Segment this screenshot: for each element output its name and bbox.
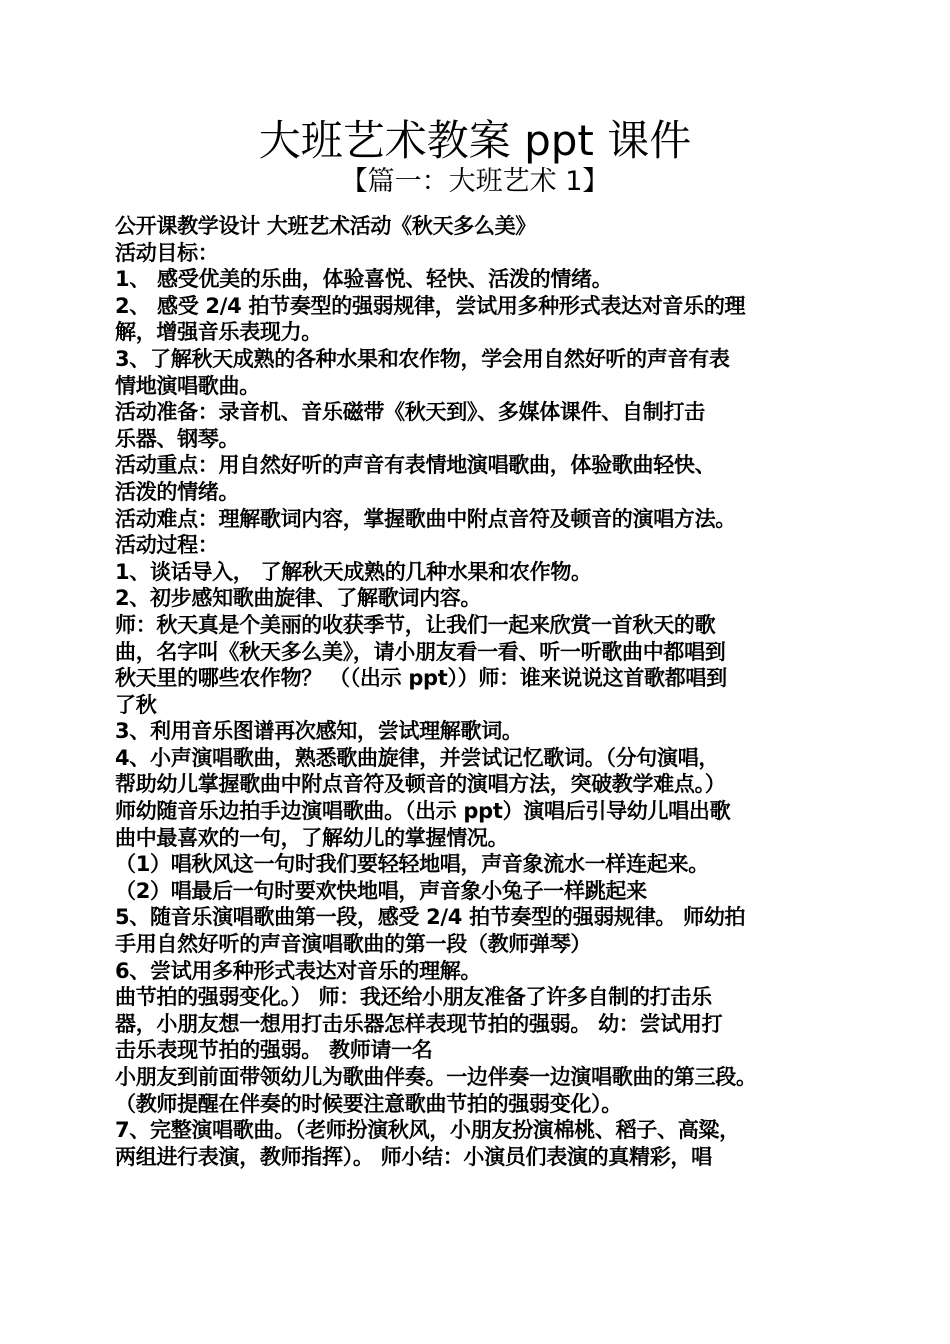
- text-line: 公开课教学设计 大班艺术活动《秋天多么美》: [115, 214, 537, 238]
- text-line: 器，小朋友想一想用打击乐器怎样表现节拍的强弱。 幼：尝试用打: [115, 1011, 723, 1036]
- text-line: 2、初步感知歌曲旋律、了解歌词内容。: [115, 586, 482, 611]
- text-line: 小朋友到前面带领幼儿为歌曲伴奏。一边伴奏一边演唱歌曲的第三段。: [115, 1065, 757, 1089]
- text-line: 了秋: [115, 692, 157, 717]
- text-line: 击乐表现节拍的强弱。 教师请一名: [115, 1038, 433, 1063]
- document-body: [115, 213, 845, 1170]
- text-line: 3、了解秋天成熟的各种水果和农作物，学会用自然好听的声音有表: [115, 346, 730, 371]
- text-line: 秋天里的哪些农作物？ （（出示 ppt））师：谁来说说这首歌都唱到: [115, 666, 727, 691]
- text-line: （2）唱最后一句时要欢快地唱，声音象小兔子一样跳起来: [115, 878, 647, 903]
- text-line: 曲，名字叫《秋天多么美》，请小朋友看一看、听一听歌曲中都唱到: [115, 639, 726, 664]
- text-line: 3、利用音乐图谱再次感知，尝试理解歌词。: [115, 719, 523, 744]
- text-line: 活动过程：: [115, 533, 219, 558]
- text-line: 两组进行表演，教师指挥）。 师小结：小演员们表演的真精彩，唱: [115, 1144, 712, 1169]
- text-line: 活动目标：: [115, 240, 219, 265]
- text-line: 师：秋天真是个美丽的收获季节，让我们一起来欣赏一首秋天的歌: [115, 612, 716, 637]
- document-title: 大班艺术教案 ppt 课件: [258, 116, 692, 165]
- text-line: 4、小声演唱歌曲，熟悉歌曲旋律，并尝试记忆歌词。（分句演唱，: [115, 745, 720, 770]
- text-line: 曲中最喜欢的一句，了解幼儿的掌握情况。: [115, 825, 509, 850]
- text-line: 7、完整演唱歌曲。（老师扮演秋风，小朋友扮演棉桃、稻子、高粱，: [115, 1118, 740, 1143]
- text-line: （1）唱秋风这一句时我们要轻轻地唱，声音象流水一样连起来。: [115, 852, 709, 877]
- text-line: 活动重点：用自然好听的声音有表情地演唱歌曲，体验歌曲轻快、: [115, 453, 716, 478]
- text-line: 活动准备：录音机、音乐磁带《秋天到》、多媒体课件、自制打击: [115, 400, 705, 425]
- text-line: 1、 感受优美的乐曲，体验喜悦、轻快、活泼的情绪。: [115, 267, 613, 292]
- text-line: 活动难点：理解歌词内容，掌握歌曲中附点音符及顿音的演唱方法。: [115, 506, 736, 531]
- text-line: 手用自然好听的声音演唱歌曲的第一段（教师弹琴）: [115, 932, 592, 957]
- text-line: 2、 感受 2/4 拍节奏型的强弱规律，尝试用多种形式表达对音乐的理: [115, 293, 746, 318]
- text-line: 曲节拍的强弱变化。） 师：我还给小朋友准备了许多自制的打击乐: [115, 985, 712, 1010]
- text-line: 帮助幼儿掌握歌曲中附点音符及顿音的演唱方法，突破教学难点。）: [115, 772, 726, 797]
- text-line: 乐器、钢琴。: [115, 426, 240, 451]
- text-line: 活泼的情绪。: [115, 479, 240, 504]
- text-line: （教师提醒在伴奏的时候要注意歌曲节拍的强弱变化）。: [115, 1091, 622, 1116]
- text-line: 师幼随音乐边拍手边演唱歌曲。（出示 ppt）演唱后引导幼儿唱出歌: [115, 799, 731, 824]
- text-line: 解，增强音乐表现力。: [115, 320, 322, 345]
- document-subtitle: 【篇一：大班艺术 1】: [340, 166, 610, 197]
- text-line: 1、谈话导入， 了解秋天成熟的几种水果和农作物。: [115, 559, 592, 584]
- text-line: 6、尝试用多种形式表达对音乐的理解。: [115, 958, 482, 983]
- text-line: 情地演唱歌曲。: [115, 373, 260, 398]
- text-line: 5、随音乐演唱歌曲第一段，感受 2/4 拍节奏型的强弱规律。 师幼拍: [115, 905, 746, 930]
